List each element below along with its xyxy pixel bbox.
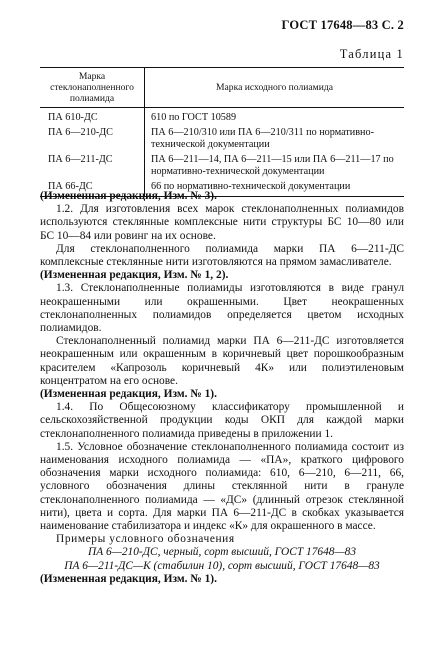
revision-note: (Измененная редакция, Изм. № 1). — [40, 388, 217, 401]
examples-heading: Примеры условного обозначения — [56, 533, 235, 546]
table-row — [40, 108, 404, 127]
revision-note: (Измененная редакция, Изм. № 3). — [40, 190, 217, 202]
column-header-source: Марка исходного полиамида — [145, 68, 405, 108]
column-header-grade: Марка стеклонаполненного полиамида — [40, 68, 145, 108]
table-row — [40, 126, 404, 153]
page-header: ГОСТ 17648—83 С. 2 — [281, 18, 404, 32]
grade-cell: ПА 66-ДС — [40, 180, 145, 197]
grade-cell: ПА 6—210-ДС — [40, 126, 145, 153]
grades-table — [40, 67, 404, 197]
revision-note: (Измененная редакция, Изм. № 1). — [40, 572, 217, 585]
table-header-row — [40, 68, 404, 108]
source-cell: 610 по ГОСТ 10589 — [151, 112, 237, 123]
paragraph-1-5: 1.5. Условное обозначение стеклонаполненного полиамида состоит из наименования исходного полиамида — «ПА», краткого цифрового обозначения марки исходного полиамида: 610, 6—210, 6—211, 66, условного обозначения длины стеклянной нити в грануле стеклонаполненного полиамида — «ДС» (длинный отрезок стеклянной нити), цвета и сорта. Для марки ПА 6—211-ДС в скобках указывается наименование стабилизатора и индекс «К» для окрашенного в массе. — [40, 440, 404, 533]
table-row — [40, 153, 404, 180]
paragraph-1-3: 1.3. Стеклонаполненные полиамиды изготовляются в виде гранул неокрашенными или окрашенными. Цвет неокрашенных стеклонаполненных полиамидов определяется цветом исходных полиамидов. — [40, 282, 404, 335]
source-cell: ПА 6—210/310 или ПА 6—210/311 по нормативно-технической документации — [151, 127, 374, 150]
example-designation: ПА 6—211-ДС—К (стабилин 10), сорт высший, ГОСТ 17648—83 — [64, 559, 380, 572]
source-cell: ПА 6—211—14, ПА 6—211—15 или ПА 6—211—17 по нормативно-технической документации — [151, 154, 394, 177]
paragraph-1-2-continued: Для стеклонаполненного полиамида марки ПА 6—211-ДС комплексные стеклянные нити изготовляются на прямом замасливателе. — [40, 242, 404, 269]
paragraph-1-2: 1.2. Для изготовления всех марок стеклонаполненных полиамидов используются стеклянные комплексные нити структуры БС 10—80 или БС 10—84 или ровинг на их основе. — [40, 203, 404, 242]
source-cell: 66 по нормативно-технической документации — [145, 180, 405, 197]
grade-cell: ПА 6—211-ДС — [40, 153, 145, 180]
document-body — [40, 190, 404, 586]
paragraph-1-4: 1.4. По Общесоюзному классификатору промышленной и сельскохозяйственной продукции коды ОКП для каждой марки стеклонаполненного полиамида приведены в приложении 1. — [40, 401, 404, 440]
example-designation: ПА 6—210-ДС, черный, сорт высший, ГОСТ 17648—83 — [87, 546, 357, 559]
paragraph-1-3-continued: Стеклонаполненный полиамид марки ПА 6—211-ДС изготовляется неокрашенным или окрашенным в коричневый цвет порошкообразным красителем «Капрозоль коричневый 4К» или полиэтиленовым концентратом на его основе. — [40, 335, 404, 387]
table-caption: Таблица 1 — [339, 47, 404, 61]
revision-note: (Измененная редакция, Изм. № 1, 2). — [40, 269, 229, 282]
grade-cell: ПА 610-ДС — [40, 108, 145, 127]
